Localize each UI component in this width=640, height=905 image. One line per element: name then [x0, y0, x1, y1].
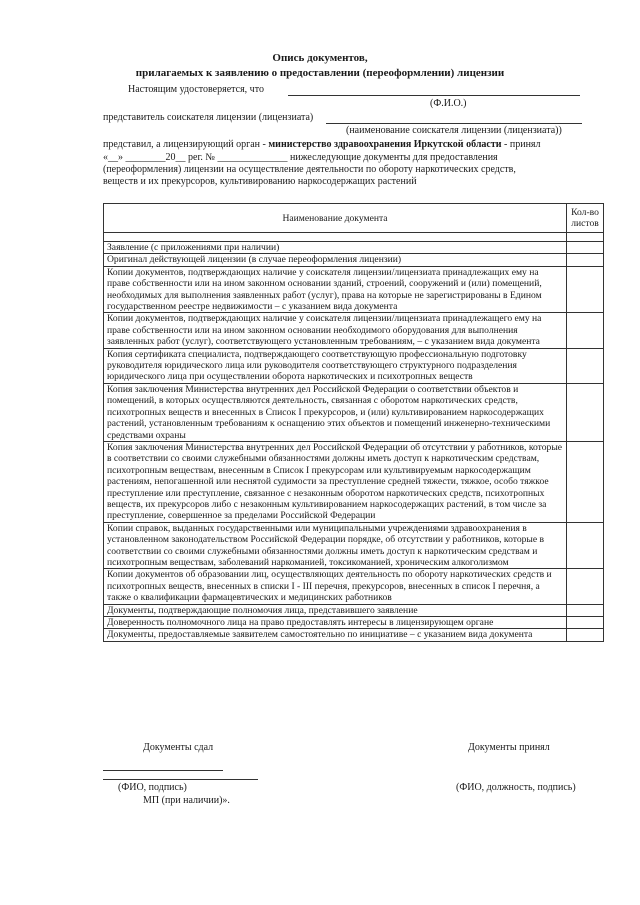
table-row [104, 629, 604, 641]
purpose-line2: веществ и их прекурсоров, культивированию наркосодержащих растений [103, 176, 417, 187]
table-row [104, 242, 604, 254]
sheet-count-cell[interactable] [567, 569, 604, 604]
sheet-count-cell[interactable] [567, 348, 604, 383]
document-name: Доверенность полномочного лица на право предоставлять интересы в лицензирующем органе [104, 617, 567, 629]
document-name: Документы, предоставляемые заявителем самостоятельно по инициативе – с указанием вида документа [104, 629, 567, 641]
doc-title-line1: Опись документов, [272, 52, 368, 64]
sheet-count-cell[interactable] [567, 617, 604, 629]
document-name: Копии справок, выданных государственными или муниципальными учреждениями здравоохранения в установленном законодательством Российской Федерации порядке, об отсутствии у работников, которые в соответствии со своими служебными обязанностями должны иметь доступ к наркотическим средствам и психотропным веществам, заболеваний наркоманией, токсикоманией, хроническим алкоголизмом [104, 522, 567, 569]
sig-right-caption: (ФИО, должность, подпись) [456, 782, 576, 793]
sheet-count-cell[interactable] [567, 629, 604, 641]
table-row [104, 569, 604, 604]
table-row [104, 254, 604, 266]
purpose-line1: (переоформления) лицензии на осуществление деятельности по обороту наркотических средств, [103, 164, 516, 175]
ministry-name: министерство здравоохранения Иркутской области [268, 139, 502, 150]
sheet-count-cell[interactable] [567, 313, 604, 348]
certify-text: Настоящим удостоверяется, что [128, 84, 264, 95]
date-line: «__» ________20__ рег. № ______________ нижеследующие документы для предоставления [103, 152, 498, 163]
sheet-count-cell[interactable] [567, 242, 604, 254]
signature-line-left [103, 779, 258, 780]
stamp-caption: МП (при наличии)». [143, 795, 230, 806]
table-row [104, 617, 604, 629]
sheet-count-cell[interactable] [567, 522, 604, 569]
applicant-name-line [326, 123, 582, 124]
table-row [104, 383, 604, 441]
sheet-count-cell[interactable] [567, 604, 604, 616]
header-sheet-count: Кол-во листов [567, 204, 604, 233]
document-name: Копии документов, подтверждающих наличие у соискателя лицензии/лицензиата принадлежащих ему на праве собственности или на ином законном основании зданий, строений, сооружений и (или) помещений, необходимых для выполнения заявленных работ (услуг), права на которые не зарегистрированы в Едином государственном реестре недвижимости – с указанием вида документа [104, 266, 567, 313]
handed-over-label: Документы сдал [143, 742, 214, 753]
table-row [104, 441, 604, 522]
document-name: Заявление (с приложениями при наличии) [104, 242, 567, 254]
document-name: Документы, подтверждающие полномочия лица, представившего заявление [104, 604, 567, 616]
document-name: Копия заключения Министерства внутренних дел Российской Федерации о соответствии объектов и помещений, в которых осуществляются деятельность, связанная с оборотом наркотических средств, психотропных веществ и внесенных в Список I прекурсоров, и (или) культивированием наркосодержащих растений, установленным требованиям к оснащению этих объектов и помещений инженерно-техническими средствами охраны [104, 383, 567, 441]
submitted-line: представил, а лицензирующий орган - министерство здравоохранения Иркутской области - принял [103, 139, 541, 150]
document-name: Оригинал действующей лицензии (в случае переоформления лицензии) [104, 254, 567, 266]
table-row [104, 313, 604, 348]
sheet-count-cell[interactable] [567, 266, 604, 313]
header-document-name: Наименование документа [104, 204, 567, 233]
doc-title-line2: прилагаемых к заявлению о предоставлении (переоформлении) лицензии [135, 67, 505, 79]
received-label: Документы принял [468, 742, 550, 753]
sheet-count-cell[interactable] [567, 254, 604, 266]
document-name: Копии документов об образовании лиц, осуществляющих деятельность по обороту наркотических средств и психотропных веществ, внесенных в списки I - III перечня, прекурсоров, внесенных в список I перечня, а также о квалификации фармацевтических и медицинских работников [104, 569, 567, 604]
fio-caption: (Ф.И.О.) [430, 98, 467, 109]
sig-left-caption: (ФИО, подпись) [118, 782, 187, 793]
sheet-count-cell[interactable] [567, 441, 604, 522]
signature-line-upper [103, 770, 223, 771]
fio-line [288, 95, 580, 96]
document-name: Копия заключения Министерства внутренних дел Российской Федерации об отсутствии у работников, которые в соответствии со своими служебными обязанностями должны иметь доступ к наркотическим средствам, психотропным веществам, внесенным в Список I прекурсорам или культивируемым наркосодержащим растениям, непогашенной или неснятой судимости за преступление средней тяжести, тяжкое, особо тяжкое преступление или преступление, связанное с незаконным оборотом наркотических средств, психотропных веществ, их прекурсоров либо с незаконным культивированием наркосодержащих растений, в том числе за преступление, совершенное за пределами Российской Федерации [104, 441, 567, 522]
sheet-count-cell[interactable] [567, 383, 604, 441]
table-row [104, 604, 604, 616]
table-row [104, 522, 604, 569]
table-row [104, 348, 604, 383]
document-name: Копия сертификата специалиста, подтверждающего соответствующую профессиональную подготовку руководителя юридического лица или руководителя соответствующего структурного подразделения юридического лица при осуществлении оборота наркотических и психотропных веществ [104, 348, 567, 383]
document-name: Копии документов, подтверждающих наличие у соискателя лицензии/лицензиата принадлежащего ему на праве собственности или на ином законном основании необходимого оборудования для выполнения заявленных работ (услуг), соответствующего установленным требованиям, – с указанием вида документа [104, 313, 567, 348]
representative-text: представитель соискателя лицензии (лицензиата) [103, 112, 314, 123]
applicant-name-caption: (наименование соискателя лицензии (лицензиата)) [346, 125, 562, 136]
documents-table [103, 203, 604, 642]
table-row [104, 266, 604, 313]
